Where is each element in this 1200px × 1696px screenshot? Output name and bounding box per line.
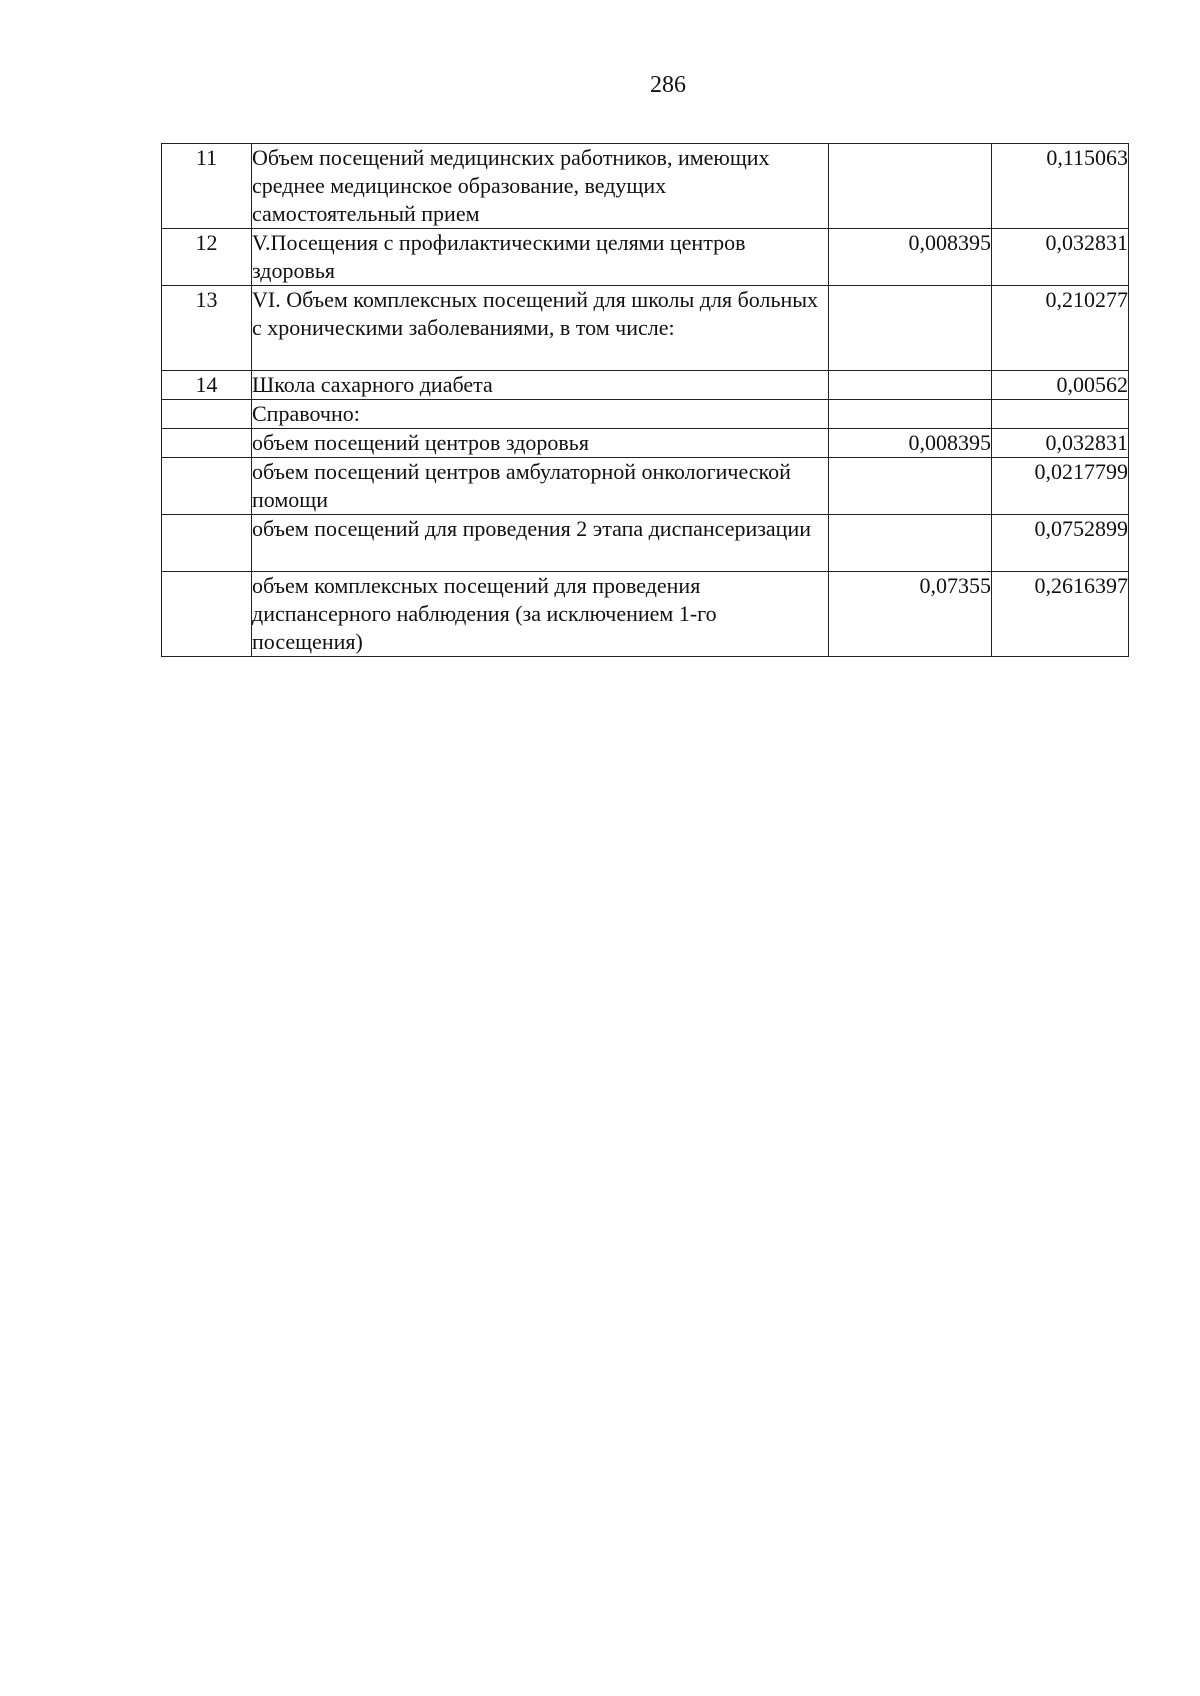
- row-name: объем посещений для проведения 2 этапа диспансеризации: [252, 515, 829, 572]
- row-value-1: [829, 286, 992, 371]
- data-table: [161, 143, 1129, 657]
- row-value-2: 0,032831: [992, 229, 1129, 286]
- row-value-1: [829, 371, 992, 400]
- row-number: 11: [162, 144, 252, 229]
- table-row: [162, 572, 1129, 657]
- table-row: [162, 229, 1129, 286]
- row-value-2: 0,0217799: [992, 458, 1129, 515]
- row-value-2: 0,210277: [992, 286, 1129, 371]
- row-name: объем комплексных посещений для проведения диспансерного наблюдения (за исключением 1-го посещения): [252, 572, 829, 657]
- row-number: [162, 572, 252, 657]
- row-value-1: [829, 400, 992, 429]
- row-name: Школа сахарного диабета: [252, 371, 829, 400]
- table-row: [162, 429, 1129, 458]
- row-name: объем посещений центров здоровья: [252, 429, 829, 458]
- row-number: 13: [162, 286, 252, 371]
- table-row: [162, 144, 1129, 229]
- row-value-2: 0,00562: [992, 371, 1129, 400]
- row-value-1: 0,07355: [829, 572, 992, 657]
- table-row: [162, 371, 1129, 400]
- row-name: Справочно:: [252, 400, 829, 429]
- row-number: [162, 458, 252, 515]
- row-number: [162, 515, 252, 572]
- table-row: [162, 400, 1129, 429]
- row-number: 14: [162, 371, 252, 400]
- row-name: V.Посещения с профилактическими целями центров здоровья: [252, 229, 829, 286]
- row-name: объем посещений центров амбулаторной онкологической помощи: [252, 458, 829, 515]
- row-value-1: 0,008395: [829, 429, 992, 458]
- row-number: [162, 400, 252, 429]
- table-row: [162, 286, 1129, 371]
- row-value-1: [829, 458, 992, 515]
- row-name: Объем посещений медицинских работников, имеющих среднее медицинское образование, ведущих самостоятельный прием: [252, 144, 829, 229]
- row-value-1: [829, 515, 992, 572]
- row-value-2: 0,115063: [992, 144, 1129, 229]
- row-name: VI. Объем комплексных посещений для школы для больных с хроническими заболеваниями, в том числе:: [252, 286, 829, 371]
- table-row: [162, 458, 1129, 515]
- row-value-2: 0,2616397: [992, 572, 1129, 657]
- page-number: 286: [650, 72, 686, 98]
- row-value-1: 0,008395: [829, 229, 992, 286]
- row-number: 12: [162, 229, 252, 286]
- row-value-2: 0,0752899: [992, 515, 1129, 572]
- table-row: [162, 515, 1129, 572]
- row-number: [162, 429, 252, 458]
- row-value-2: [992, 400, 1129, 429]
- row-value-2: 0,032831: [992, 429, 1129, 458]
- row-value-1: [829, 144, 992, 229]
